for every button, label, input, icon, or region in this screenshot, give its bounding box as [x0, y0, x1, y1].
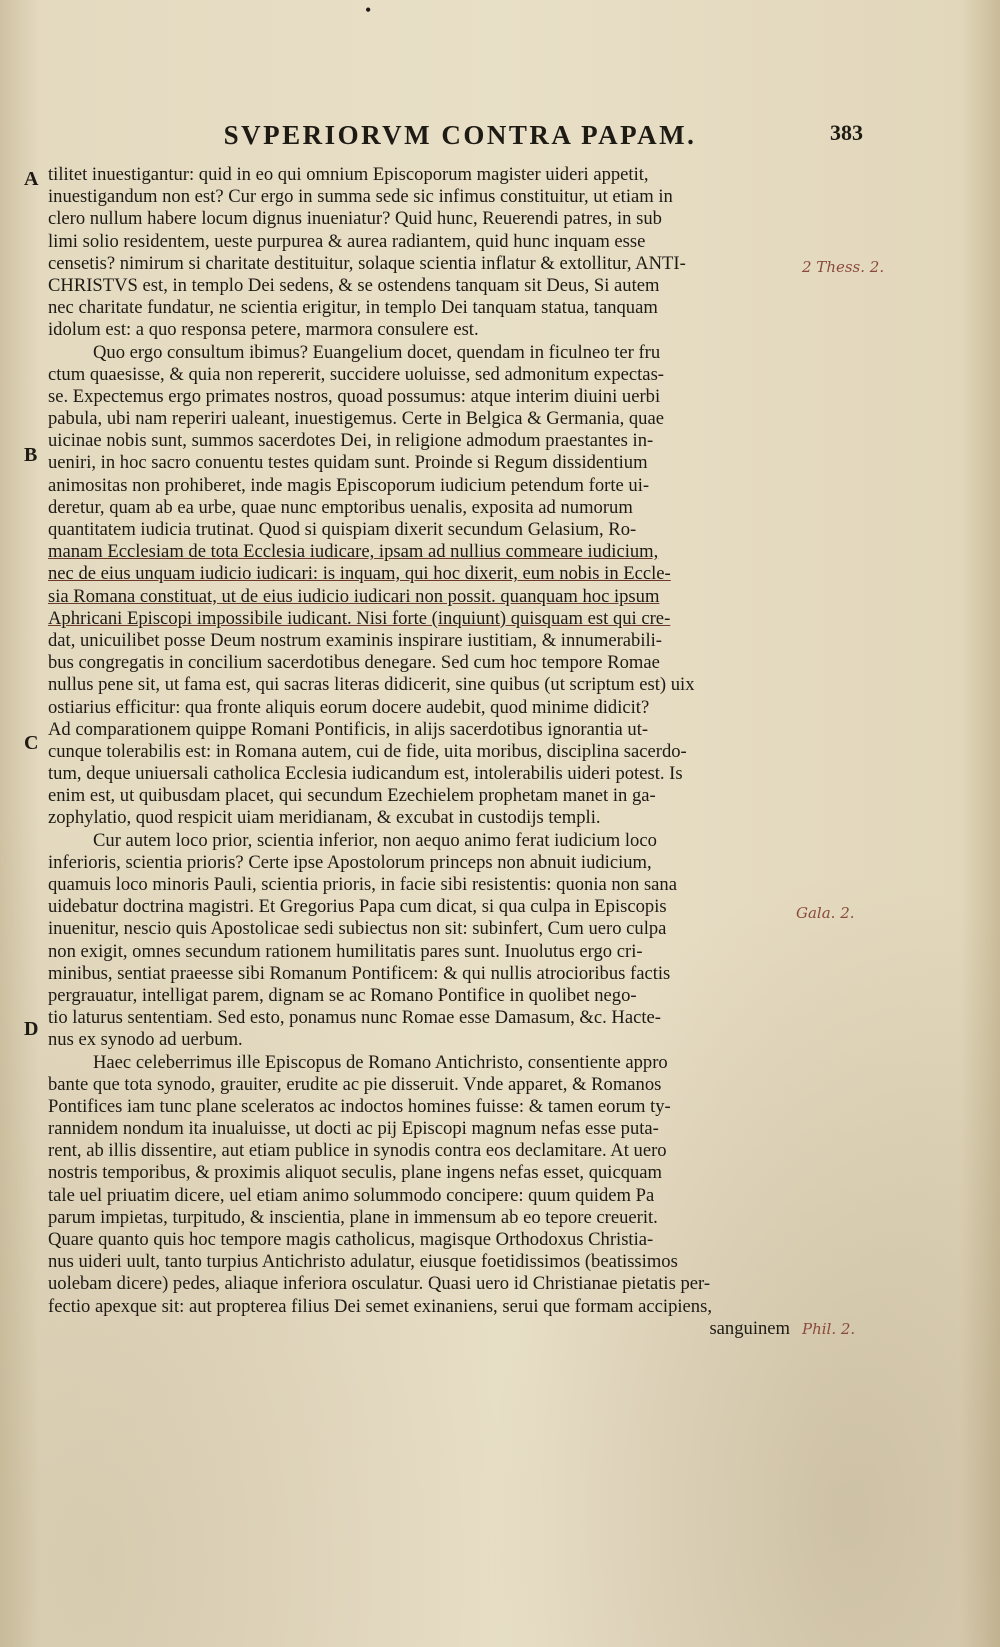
margin-letter-b: B [24, 444, 38, 466]
text-line: uicinae nobis sunt, summos sacerdotes Dei, in religione admodum praestantes in- [48, 430, 654, 452]
text-line: tio laturus sententiam. Sed esto, ponamus nunc Romae esse Damasum, &c. Hacte- [48, 1007, 661, 1029]
text-line: tale uel priuatim dicere, uel etiam animo solummodo concipere: quum quidem Pa [48, 1184, 655, 1206]
text-line-underlined: sia Romana constituat, ut de eius iudicio iudicari non possit. quanquam hoc ipsum [48, 585, 660, 607]
margin-note-gala: Gala. 2. [796, 904, 855, 922]
text-line: rannidem nondum ita inualuisse, ut docti ac pij Episcopi magnum nefas esse puta- [48, 1118, 659, 1140]
text-line-underlined: manam Ecclesiam de tota Ecclesia iudicare, ipsam ad nullius commeare iudicium, [48, 541, 659, 563]
text-line: limi solio residentem, ueste purpurea & aurea radiantem, quid hunc inquam esse [48, 230, 646, 252]
margin-note-thess: 2 Thess. 2. [802, 258, 885, 276]
text-line: minibus, sentiat praeesse sibi Romanum Pontificem: & qui nullis atrocioribus factis [48, 962, 671, 984]
text-line: Quo ergo consultum ibimus? Euangelium docet, quendam in ficulneo ter fru [93, 341, 661, 363]
text-line: ostiarius efficitur: qua fronte aliquis eorum docere audebit, quod minime didicit? [48, 696, 650, 718]
text-line: inuenitur, nescio quis Apostolicae sedi subiectus non sit: subinfert, Cum uero culpa [48, 918, 667, 940]
text-line: ueniri, in hoc sacro conuentu testes quidam sunt. Proinde si Regum dissidentium [48, 452, 648, 474]
text-line-underlined: Aphricani Episcopi impossibile iudicant. Nisi forte (inquiunt) quisquam est qui cre- [48, 607, 671, 629]
text-line: clero nullum habere locum dignus inueniatur? Quid hunc, Reuerendi patres, in sub [48, 208, 662, 230]
text-line: nus ex synodo ad uerbum. [48, 1029, 243, 1051]
margin-letter-d: D [24, 1018, 39, 1040]
text-line: tilitet inuestigantur: quid in eo qui omnium Episcoporum magister uideri appetit, [48, 164, 649, 185]
text-line: animositas non prohiberet, inde magis Episcoporum iudicium petendum forte ui- [48, 474, 650, 496]
text-line: enim est, ut quibusdam placet, qui secundum Ezechielem prophetam manet in ga- [48, 785, 656, 807]
text-line: inuestigandum non est? Cur ergo in summa sede sic infimus constituitur, ut etiam in [48, 186, 673, 208]
margin-note-phil: Phil. 2. [802, 1320, 856, 1338]
text-line: Pontifices iam tunc plane sceleratos ac indoctos homines fuisse: & tamen eorum ty- [48, 1095, 671, 1117]
text-line: uolebam dicere) pedes, aliaque inferiora osculatur. Quasi uero id Christianae pietatis per- [48, 1273, 711, 1295]
text-line: nec charitate fundatur, ne scientia erigitur, in templo Dei tanquam statua, tanquam [48, 297, 658, 319]
text-line: nullus pene sit, ut fama est, qui sacras literas didicerit, sine quibus (ut scriptum est) uix [48, 674, 695, 696]
text-line: zophylatio, quod respicit uiam meridianam, & excubat in custodijs templi. [48, 807, 601, 829]
text-line: pergrauatur, intelligat parem, dignam se ac Romano Pontifice in quolibet nego- [48, 984, 637, 1006]
text-line: bus congregatis in concilium sacerdotibus denegare. Sed cum hoc tempore Romae [48, 652, 660, 674]
running-title: SVPERIORVM CONTRA PAPAM. [223, 120, 697, 150]
text-line: CHRISTVS est, in templo Dei sedens, & se ostendens tanquam sit Deus, Si autem [48, 274, 660, 296]
text-line: pabula, ubi nam reperiri ualeant, inuestigemus. Certe in Belgica & Germania, quae [48, 408, 664, 430]
text-line: bante que tota synodo, grauiter, erudite ac pie disseruit. Vnde apparet, & Romanos [48, 1073, 662, 1095]
text-line: se. Expectemus ergo primates nostros, quoad possumus: atque interim diuini uerbi [48, 385, 661, 407]
text-line: nus uideri uult, tanto turpius Antichristo adulatur, eiusque foetidissimos (beatissimos [48, 1251, 678, 1273]
folio-number: 383 [830, 120, 863, 145]
text-line: uidebatur doctrina magistri. Et Gregorius Papa cum dicat, si qua culpa in Episcopis [48, 896, 667, 918]
text-line: ctum quaesisse, & quia non repererit, succidere uoluisse, sed admonitum expectas- [48, 363, 664, 385]
text-line: Cur autem loco prior, scientia inferior, non aequo animo ferat iudicium loco [93, 829, 657, 851]
text-line: censetis? nimirum si charitate destituitur, solaque scientia inflatur & extollitur, ANTI- [48, 252, 686, 274]
text-line: dat, unicuilibet posse Deum nostrum examinis inspirare iustitiam, & innumerabili- [48, 629, 663, 651]
text-line: inferioris, scientia prioris? Certe ipse Apostolorum princeps non abnuit iudicium, [48, 851, 652, 873]
text-line: non exigit, omnes secundum rationem humilitatis pares sunt. Inuolutus ergo cri- [48, 940, 643, 962]
text-line: Ad comparationem quippe Romani Pontificis, in alijs sacerdotibus ignorantia ut- [48, 718, 649, 740]
text-line: Haec celeberrimus ille Episcopus de Romano Antichristo, consentiente appro [93, 1051, 668, 1073]
text-block [48, 164, 790, 1340]
text-line-underlined: nec de eius unquam iudicio iudicari: is inquam, qui hoc dixerit, eum nobis in Eccle- [48, 563, 671, 585]
text-line: tum, deque uniuersali catholica Ecclesia iudicandum est, intolerabilis uideri potest. Is [48, 763, 683, 785]
margin-letter-c: C [24, 732, 39, 754]
text-line: idolum est: a quo responsa petere, marmora consulere est. [48, 319, 479, 341]
text-line: quamuis loco minoris Pauli, scientia prioris, in facie sibi resistentis: quonia non sana [48, 874, 677, 895]
text-line: parum impietas, turpitudo, & inscientia, plane in immensum ab eo tepore creuerit. [48, 1206, 658, 1228]
text-line: quantitatem iudicia trutinat. Quod si quispiam dixerit secundum Gelasium, Ro- [48, 519, 637, 540]
margin-letter-a: A [24, 168, 39, 190]
catchword: sanguinem [709, 1317, 790, 1339]
text-line: rent, ab illis dissentire, aut etiam publice in synodis contra eos declamitare. At uero [48, 1140, 667, 1162]
text-line: cunque tolerabilis est: in Romana autem, cui de fide, uita moribus, disciplina sacerdo- [48, 740, 687, 762]
text-line: fectio apexque sit: aut propterea filius Dei semet exinaniens, serui que formam accipiens, [48, 1295, 712, 1317]
text-line: Quare quanto quis hoc tempore magis catholicus, magisque Orthodoxus Christia- [48, 1229, 654, 1250]
text-line: nostris temporibus, & proximis aliquot seculis, plane ingens nefas esset, quicquam [48, 1162, 663, 1184]
text-line: deretur, quam ab ea urbe, quae nunc emptoribus uenalis, exposita ad numorum [48, 496, 633, 518]
ink-dot: • [365, 0, 372, 20]
